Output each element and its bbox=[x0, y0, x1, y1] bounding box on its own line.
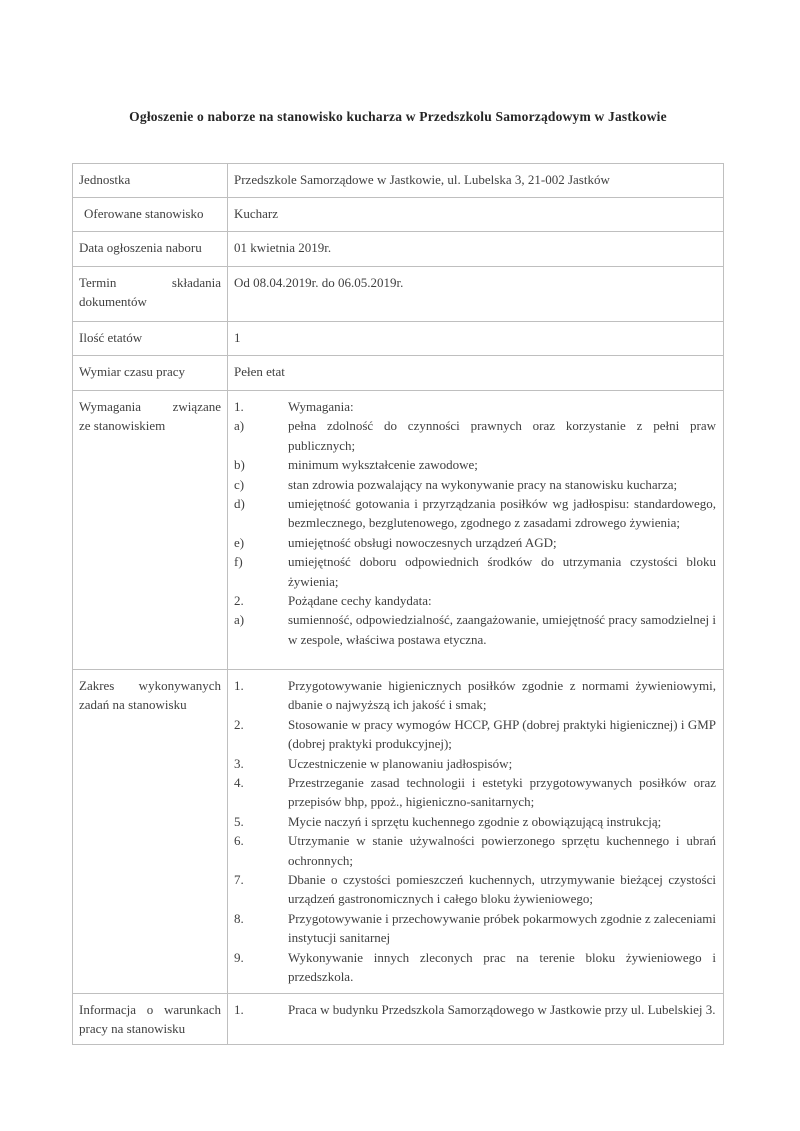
list-item-marker: f) bbox=[234, 554, 243, 570]
label-line: Oferowane stanowisko bbox=[84, 206, 204, 221]
list-item-text: Przygotowywanie higienicznych posiłków zgodnie z normami żywieniowymi, dbanie o najwyższą ich jakość i smak; bbox=[288, 678, 716, 713]
table-row bbox=[73, 232, 723, 267]
row-content bbox=[228, 198, 723, 231]
row-label bbox=[73, 198, 228, 231]
list-item bbox=[234, 1000, 716, 1019]
list-item-marker: 6. bbox=[234, 833, 244, 849]
list-item-marker: 1. bbox=[234, 678, 244, 693]
list-item-marker: 1. bbox=[234, 1001, 244, 1017]
row-content bbox=[228, 994, 723, 1045]
list-item bbox=[234, 610, 716, 649]
list-item-marker: 2. bbox=[234, 593, 244, 609]
row-label bbox=[73, 994, 228, 1045]
list-item-marker: 8. bbox=[234, 910, 244, 926]
list-item bbox=[234, 812, 716, 831]
list-item-marker: 2. bbox=[234, 716, 244, 732]
label-line: ze stanowiskiem bbox=[79, 418, 166, 434]
list-item-text: 01 kwietnia 2019r. bbox=[234, 240, 332, 255]
table-row bbox=[73, 322, 723, 356]
list-item bbox=[234, 455, 716, 474]
list-item bbox=[234, 273, 716, 292]
list-item-text: pełna zdolność do czynności prawnych oraz korzystanie z pełni praw publicznych; bbox=[288, 418, 716, 453]
list-item bbox=[234, 362, 716, 381]
list-item-marker: b) bbox=[234, 457, 245, 473]
list-item-text: Pożądane cechy kandydata: bbox=[288, 593, 432, 609]
list-item-marker: 3. bbox=[234, 755, 244, 771]
list-item-text: minimum wykształcenie zawodowe; bbox=[288, 457, 478, 473]
table-row bbox=[73, 164, 723, 198]
page-title: Ogłoszenie o naborze na stanowisko kucharza w Przedszkolu Samorządowym w Jastkowie bbox=[129, 109, 667, 124]
row-label bbox=[73, 232, 228, 266]
list-item bbox=[234, 204, 716, 223]
list-item bbox=[234, 170, 716, 189]
label-line: Zakres wykonywanych bbox=[79, 678, 221, 693]
row-content bbox=[228, 356, 723, 390]
list-item-marker: a) bbox=[234, 418, 245, 434]
label-line: pracy na stanowisku bbox=[79, 1020, 186, 1036]
list-item bbox=[234, 870, 716, 909]
list-item-text: Przedszkole Samorządowe w Jastkowie, ul. Lubelska 3, 21-002 Jastków bbox=[234, 172, 610, 187]
list-item-marker: d) bbox=[234, 496, 245, 512]
row-label bbox=[73, 267, 228, 321]
label-line: Wymiar czasu pracy bbox=[79, 364, 186, 379]
list-item bbox=[234, 494, 716, 533]
list-item-text: umiejętność obsługi nowoczesnych urządzeń AGD; bbox=[288, 534, 557, 550]
row-label bbox=[73, 391, 228, 669]
row-content bbox=[228, 322, 723, 355]
list-item-marker: c) bbox=[234, 476, 245, 492]
list-item-text: Wykonywanie innych zleconych prac na terenie bloku żywieniowego i przedszkola. bbox=[288, 949, 716, 985]
list-item-text: Praca w budynku Przedszkola Samorządowego w Jastkowie przy ul. Lubelskiej 3. bbox=[288, 1001, 716, 1017]
list-item-text: Mycie naczyń i sprzętu kuchennego zgodnie z obowiązującą instrukcją; bbox=[288, 813, 662, 829]
label-line: Jednostka bbox=[79, 172, 131, 187]
list-item bbox=[234, 754, 716, 773]
row-content bbox=[228, 391, 723, 669]
label-line: Termin składania bbox=[79, 275, 221, 290]
row-label bbox=[73, 164, 228, 197]
list-item-text: umiejętność doboru odpowiednich środków do utrzymania czystości bloku żywienia; bbox=[288, 554, 716, 589]
table-row bbox=[73, 198, 723, 232]
row-content bbox=[228, 232, 723, 266]
list-item bbox=[234, 328, 716, 347]
list-item bbox=[234, 831, 716, 870]
list-item-text: stan zdrowia pozwalający na wykonywanie pracy na stanowisku kucharza; bbox=[288, 476, 678, 492]
list-item bbox=[234, 238, 716, 257]
list-item-marker: 4. bbox=[234, 775, 244, 791]
list-item-text: Przygotowywanie i przechowywanie próbek pokarmowych zgodnie z zaleceniami instytucji sanitarnej bbox=[288, 910, 716, 946]
table-row bbox=[73, 670, 723, 994]
list-item bbox=[234, 475, 716, 494]
table-row bbox=[73, 267, 723, 322]
list-item bbox=[234, 773, 716, 812]
row-content bbox=[228, 164, 723, 197]
table-row bbox=[73, 994, 723, 1045]
list-item-text: Od 08.04.2019r. do 06.05.2019r. bbox=[234, 275, 404, 290]
job-posting-table bbox=[72, 163, 724, 1045]
table-row bbox=[73, 356, 723, 391]
list-item bbox=[234, 397, 716, 416]
label-line: Informacja o warunkach bbox=[79, 1001, 221, 1017]
label-line: Ilość etatów bbox=[79, 330, 143, 345]
list-item bbox=[234, 591, 716, 610]
list-item bbox=[234, 909, 716, 948]
list-item bbox=[234, 715, 716, 754]
list-item-text: Wymagania: bbox=[288, 399, 354, 414]
row-label bbox=[73, 356, 228, 390]
list-item-text: sumienność, odpowiedzialność, zaangażowanie, umiejętność pracy samodzielnej i w zespole, właściwa postawa etyczna. bbox=[288, 612, 716, 647]
list-item-text: Pełen etat bbox=[234, 364, 285, 379]
list-item-marker: 9. bbox=[234, 949, 244, 965]
list-item-text: Utrzymanie w stanie używalności powierzonego sprzętu kuchennego i ubrań ochronnych; bbox=[288, 833, 716, 868]
list-item bbox=[234, 416, 716, 455]
label-line: Wymagania związane bbox=[79, 399, 221, 414]
list-item-marker: e) bbox=[234, 534, 245, 550]
list-item-text: umiejętność gotowania i przyrządzania posiłków wg jadłospisu: standardowego, bezmlecznego, bezglutenowego, zgodnego z zasadami zdrowego żywienia; bbox=[288, 496, 716, 531]
list-item-text: Uczestniczenie w planowaniu jadłospisów; bbox=[288, 755, 513, 771]
label-line: zadań na stanowisku bbox=[79, 697, 187, 713]
label-line: Data ogłoszenia naboru bbox=[79, 240, 202, 255]
list-item-text: Przestrzeganie zasad technologii i estetyki przygotowywanych posiłków oraz przepisów bhp, ppoż., higieniczno-sanitarnych; bbox=[288, 775, 716, 810]
list-item bbox=[234, 533, 716, 552]
list-item-marker: 7. bbox=[234, 872, 244, 888]
table-row bbox=[73, 391, 723, 670]
list-item-marker: 5. bbox=[234, 813, 244, 829]
list-item-text: Dbanie o czystości pomieszczeń kuchennych, utrzymywanie bieżącej czystości urządzeń gastronomicznych i całego bloku żywieniowego; bbox=[288, 872, 716, 907]
list-item-marker: a) bbox=[234, 612, 245, 628]
list-item-marker: 1. bbox=[234, 399, 244, 414]
list-item bbox=[234, 948, 716, 987]
row-label bbox=[73, 670, 228, 993]
list-item-text: Stosowanie w pracy wymogów HCCP, GHP (dobrej praktyki higienicznej) i GMP (dobrej praktyki produkcyjnej); bbox=[288, 716, 716, 752]
list-item-text: Kucharz bbox=[234, 206, 279, 221]
list-item-text: 1 bbox=[234, 330, 241, 345]
list-item bbox=[234, 676, 716, 715]
label-line: dokumentów bbox=[79, 294, 147, 310]
list-item bbox=[234, 552, 716, 591]
row-content bbox=[228, 670, 723, 993]
row-content bbox=[228, 267, 723, 321]
row-label bbox=[73, 322, 228, 355]
